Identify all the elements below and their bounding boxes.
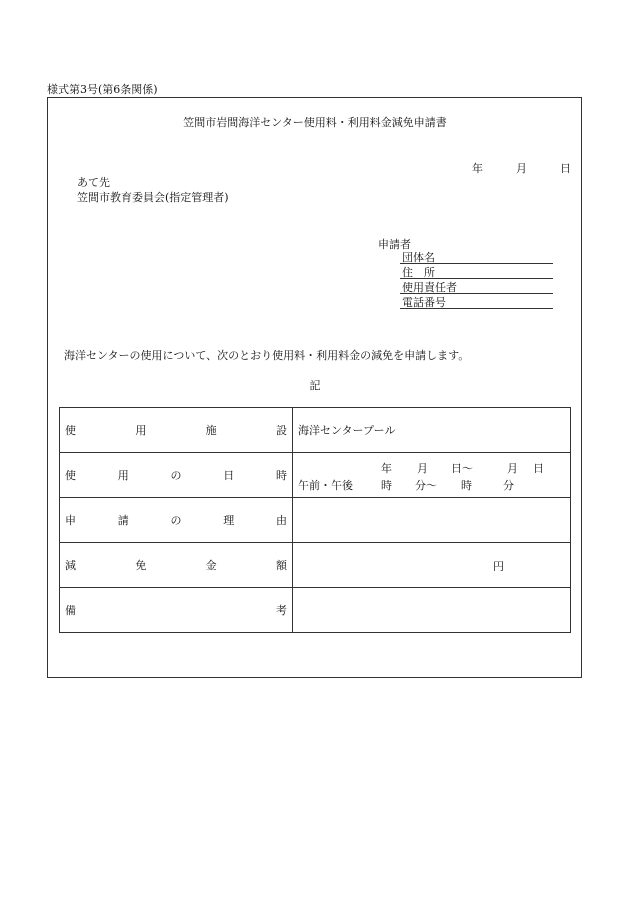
label-char: 時 — [276, 469, 287, 482]
reason-value[interactable] — [293, 498, 571, 543]
dt-hour2: 時 — [461, 479, 472, 492]
label-char: 使 — [65, 469, 76, 482]
table-row-reason — [60, 498, 571, 543]
applicant-manager-label: 使用責任者 — [402, 281, 457, 294]
table-row-remarks — [60, 588, 571, 633]
label-char: の — [170, 469, 182, 482]
dt-day1: 日〜 — [451, 462, 473, 475]
label-char: 理 — [223, 514, 235, 527]
amount-unit: 円 — [493, 560, 504, 573]
datetime-label — [60, 453, 293, 498]
addressee-label: あて先 — [77, 176, 110, 189]
dt-month2: 月 — [507, 462, 518, 475]
label-char: 備 — [65, 604, 76, 617]
applicant-label: 申請者 — [378, 238, 411, 251]
dt-day2: 日 — [533, 462, 544, 475]
table-row-amount — [60, 543, 571, 588]
ki-heading: 記 — [309, 379, 321, 392]
amount-label — [60, 543, 293, 588]
document-title: 笠間市岩間海洋センター使用料・利用料金減免申請書 — [183, 116, 447, 129]
label-char: 用 — [135, 424, 147, 437]
label-char: 免 — [135, 559, 147, 572]
facility-value: 海洋センタープール — [293, 408, 571, 453]
amount-value[interactable] — [293, 543, 571, 588]
dt-minute1: 分〜 — [415, 479, 437, 492]
label-char: 申 — [65, 514, 76, 527]
dt-minute2: 分 — [503, 479, 514, 492]
date-year: 年 — [472, 162, 483, 175]
remarks-label — [60, 588, 293, 633]
label-char: 日 — [223, 469, 235, 482]
dt-hour1: 時 — [381, 479, 392, 492]
request-statement: 海洋センターの使用について、次のとおり使用料・利用料金の減免を申請します。 — [64, 349, 470, 362]
applicant-org-label: 団体名 — [402, 251, 435, 264]
label-char: 減 — [65, 559, 76, 572]
table-row-datetime — [60, 453, 571, 498]
label-char: 額 — [275, 559, 287, 572]
applicant-manager-field[interactable] — [400, 279, 553, 294]
label-char: 用 — [117, 469, 129, 482]
applicant-address-field[interactable] — [400, 264, 553, 279]
datetime-value[interactable] — [293, 453, 571, 498]
applicant-phone-label: 電話番号 — [402, 296, 446, 309]
date-month: 月 — [516, 162, 527, 175]
date-line — [472, 160, 571, 176]
form-number: 様式第3号(第6条関係) — [47, 83, 158, 96]
applicant-address-label: 住 所 — [402, 266, 435, 279]
label-char: 施 — [205, 424, 217, 437]
label-char: 考 — [276, 604, 287, 617]
dt-ampm: 午前・午後 — [298, 479, 353, 492]
dt-year: 年 — [381, 462, 392, 475]
applicant-phone-field[interactable] — [400, 294, 553, 309]
date-day: 日 — [560, 162, 571, 175]
addressee-name: 笠間市教育委員会(指定管理者) — [77, 191, 229, 204]
remarks-value[interactable] — [293, 588, 571, 633]
label-char: 設 — [275, 424, 287, 437]
label-char: 請 — [117, 514, 129, 527]
applicant-org-field[interactable] — [400, 249, 553, 264]
table-row-facility — [60, 408, 571, 453]
facility-label — [60, 408, 293, 453]
reason-label — [60, 498, 293, 543]
dt-month1: 月 — [417, 462, 428, 475]
label-char: の — [170, 514, 182, 527]
label-char: 使 — [65, 424, 76, 437]
details-table — [59, 407, 571, 633]
label-char: 金 — [205, 559, 217, 572]
label-char: 由 — [276, 514, 287, 527]
